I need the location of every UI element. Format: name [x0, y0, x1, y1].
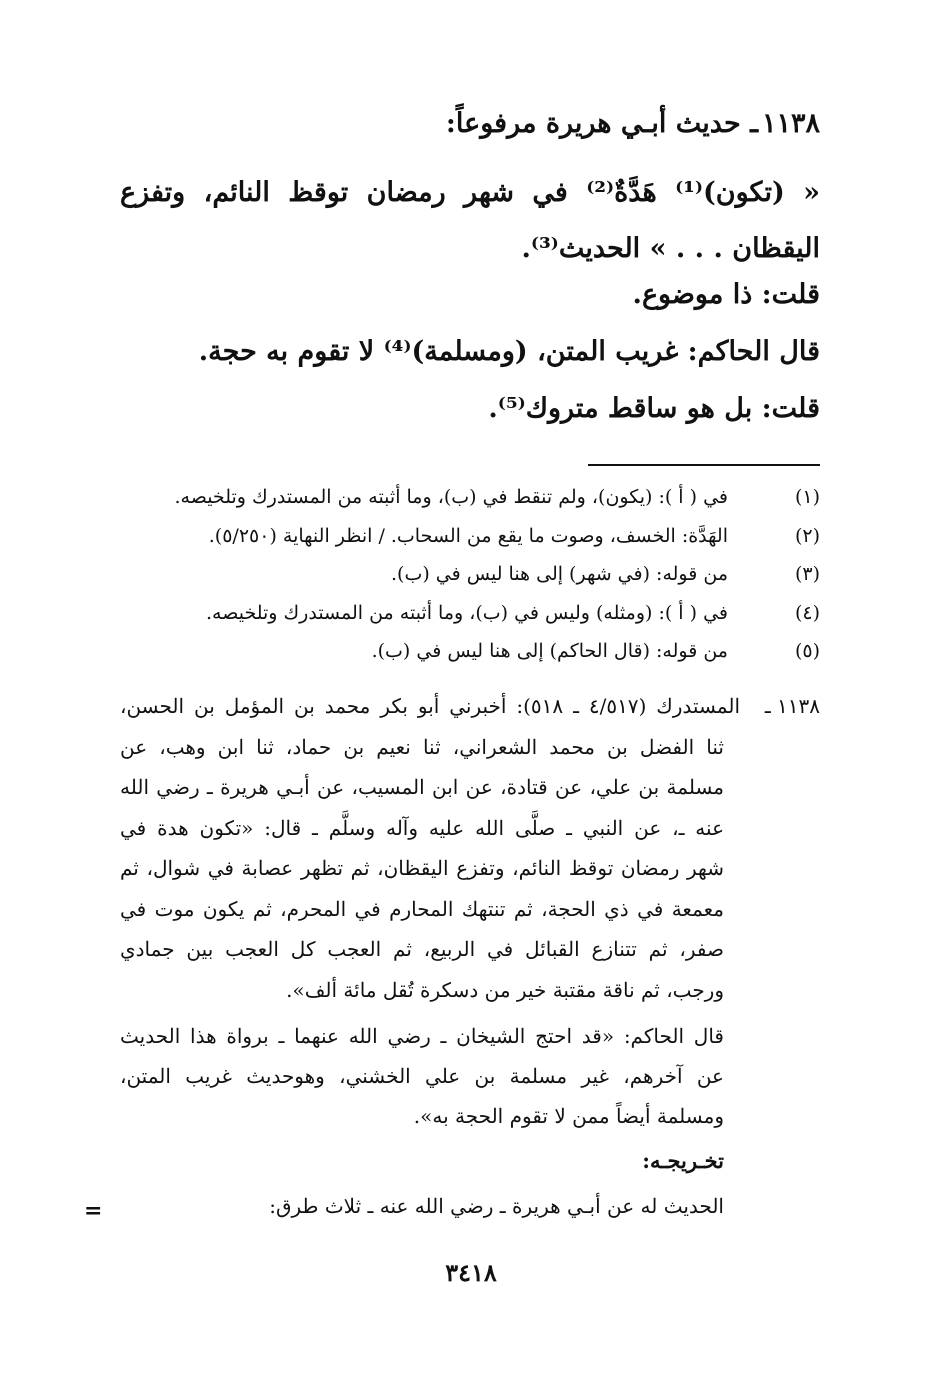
entry-heading [120, 108, 820, 139]
takhrij-line: صفر، ثم تتنازع القبائل في الربيع، ثم العجب كل العجب بين جمادي [120, 937, 724, 961]
takhrij-line: مسلمة بن علي، عن قتادة، عن ابن المسيب، عن أبـي هريرة ـ رضي الله [120, 775, 724, 799]
takhrij-first-line [120, 686, 820, 727]
takhrij-body [120, 727, 820, 1011]
section-line: الحديث له عن أبـي هريرة ـ رضي الله عنه ـ ثلاث طرق: [269, 1194, 724, 1218]
footnote-item [120, 594, 820, 633]
footnote-number: (٣) [794, 563, 820, 585]
footnote-item [120, 555, 820, 594]
footnote-text: في ( أ ): (يكون)، ولم تنقط في (ب)، وما أثبته من المستدرك وتلخيصه. [174, 486, 728, 508]
footnote-text: في ( أ ): (ومثله) وليس في (ب)، وما أثبته من المستدرك وتلخيصه. [206, 601, 728, 624]
hakim-paragraph [120, 1016, 724, 1136]
footnote-item [120, 478, 820, 517]
takhrij-number: ١١٣٨ ـ [764, 694, 820, 718]
footnote-number: (٥) [794, 640, 820, 662]
footnote-number: (١) [794, 486, 820, 508]
hakim-comment-line: قال الحاكم: غريب المتن، (ومسلمة)⁽⁴⁾ لا تقوم به حجة. [198, 336, 820, 367]
entry-number: ١١٣٨ [761, 108, 820, 139]
entry-dash: ـ [750, 108, 758, 139]
takhrij-line: عنه ـ، عن النبي ـ صلَّى الله عليه وآله وسلَّم ـ قال: «تكون هدة في [120, 815, 724, 840]
section-heading: تخـريجـه: [642, 1148, 724, 1173]
hadith-quote [120, 165, 820, 277]
quote-line-2: اليقظان . . . » الحديث⁽³⁾. [521, 233, 820, 264]
quote-line-1: « (تكون)⁽¹⁾ هَدَّةٌ⁽²⁾ في شهر رمضان توقظ النائم، وتفزع [120, 177, 820, 208]
footnote-text: من قوله: (في شهر) إلى هنا ليس في (ب). [391, 563, 728, 585]
hakim-line: قال الحاكم: «قد احتج الشيخان ـ رضي الله عنهما ـ برواة هذا الحديث [120, 1024, 724, 1048]
footnote-number: (٤) [794, 601, 820, 624]
footnote-item [120, 632, 820, 671]
page-number: ٣٤١٨ [445, 1258, 497, 1287]
footnote-separator [588, 464, 820, 466]
hakim-line: ومسلمة أيضاً ممن لا تقوم الحجة به». [413, 1104, 724, 1128]
footnotes [120, 478, 820, 671]
footnote-number: (٢) [794, 524, 820, 547]
takhrij-paragraph [120, 686, 820, 1010]
continuation-mark: = [84, 1198, 103, 1224]
comment-line-2: قلت: بل هو ساقط متروك⁽⁵⁾. [488, 393, 820, 424]
comment-line-1: قلت: ذا موضوع. [632, 279, 820, 310]
footnote-text: من قوله: (قال الحاكم) إلى هنا ليس في (ب). [371, 640, 728, 662]
takhrij-line: معمعة في ذي الحجة، ثم تنتهك المحارم في المحرم، ثم يكون موت في [120, 896, 724, 921]
footnote-item [120, 517, 820, 556]
takhrij-line: ثنا الفضل بن محمد الشعراني، ثنا نعيم بن حماد، ثنا ابن وهب، عن [120, 734, 724, 759]
hakim-line: عن آخرهم، غير مسلمة بن علي الخشني، وهوحديث غريب المتن، [120, 1064, 724, 1088]
footnote-text: الهَدَّة: الخسف، وصوت ما يقع من السحاب. / انظر النهاية (٥/٢٥٠). [208, 524, 728, 547]
takhrij-line: ورجب، ثم ناقة مقتبة خير من دسكرة تُقل مائة ألف». [286, 977, 724, 1002]
takhrij-line: المستدرك (٤/٥١٧ ـ ٥١٨): أخبرني أبو بكر محمد بن المؤمل بن الحسن، [120, 694, 741, 718]
takhrij-line: شهر رمضان توقظ النائم، وتفزع اليقظان، ثم تظهر عصابة في شوال، ثم [120, 856, 724, 880]
entry-title: حديث أبـي هريرة مرفوعاً: [445, 108, 741, 139]
